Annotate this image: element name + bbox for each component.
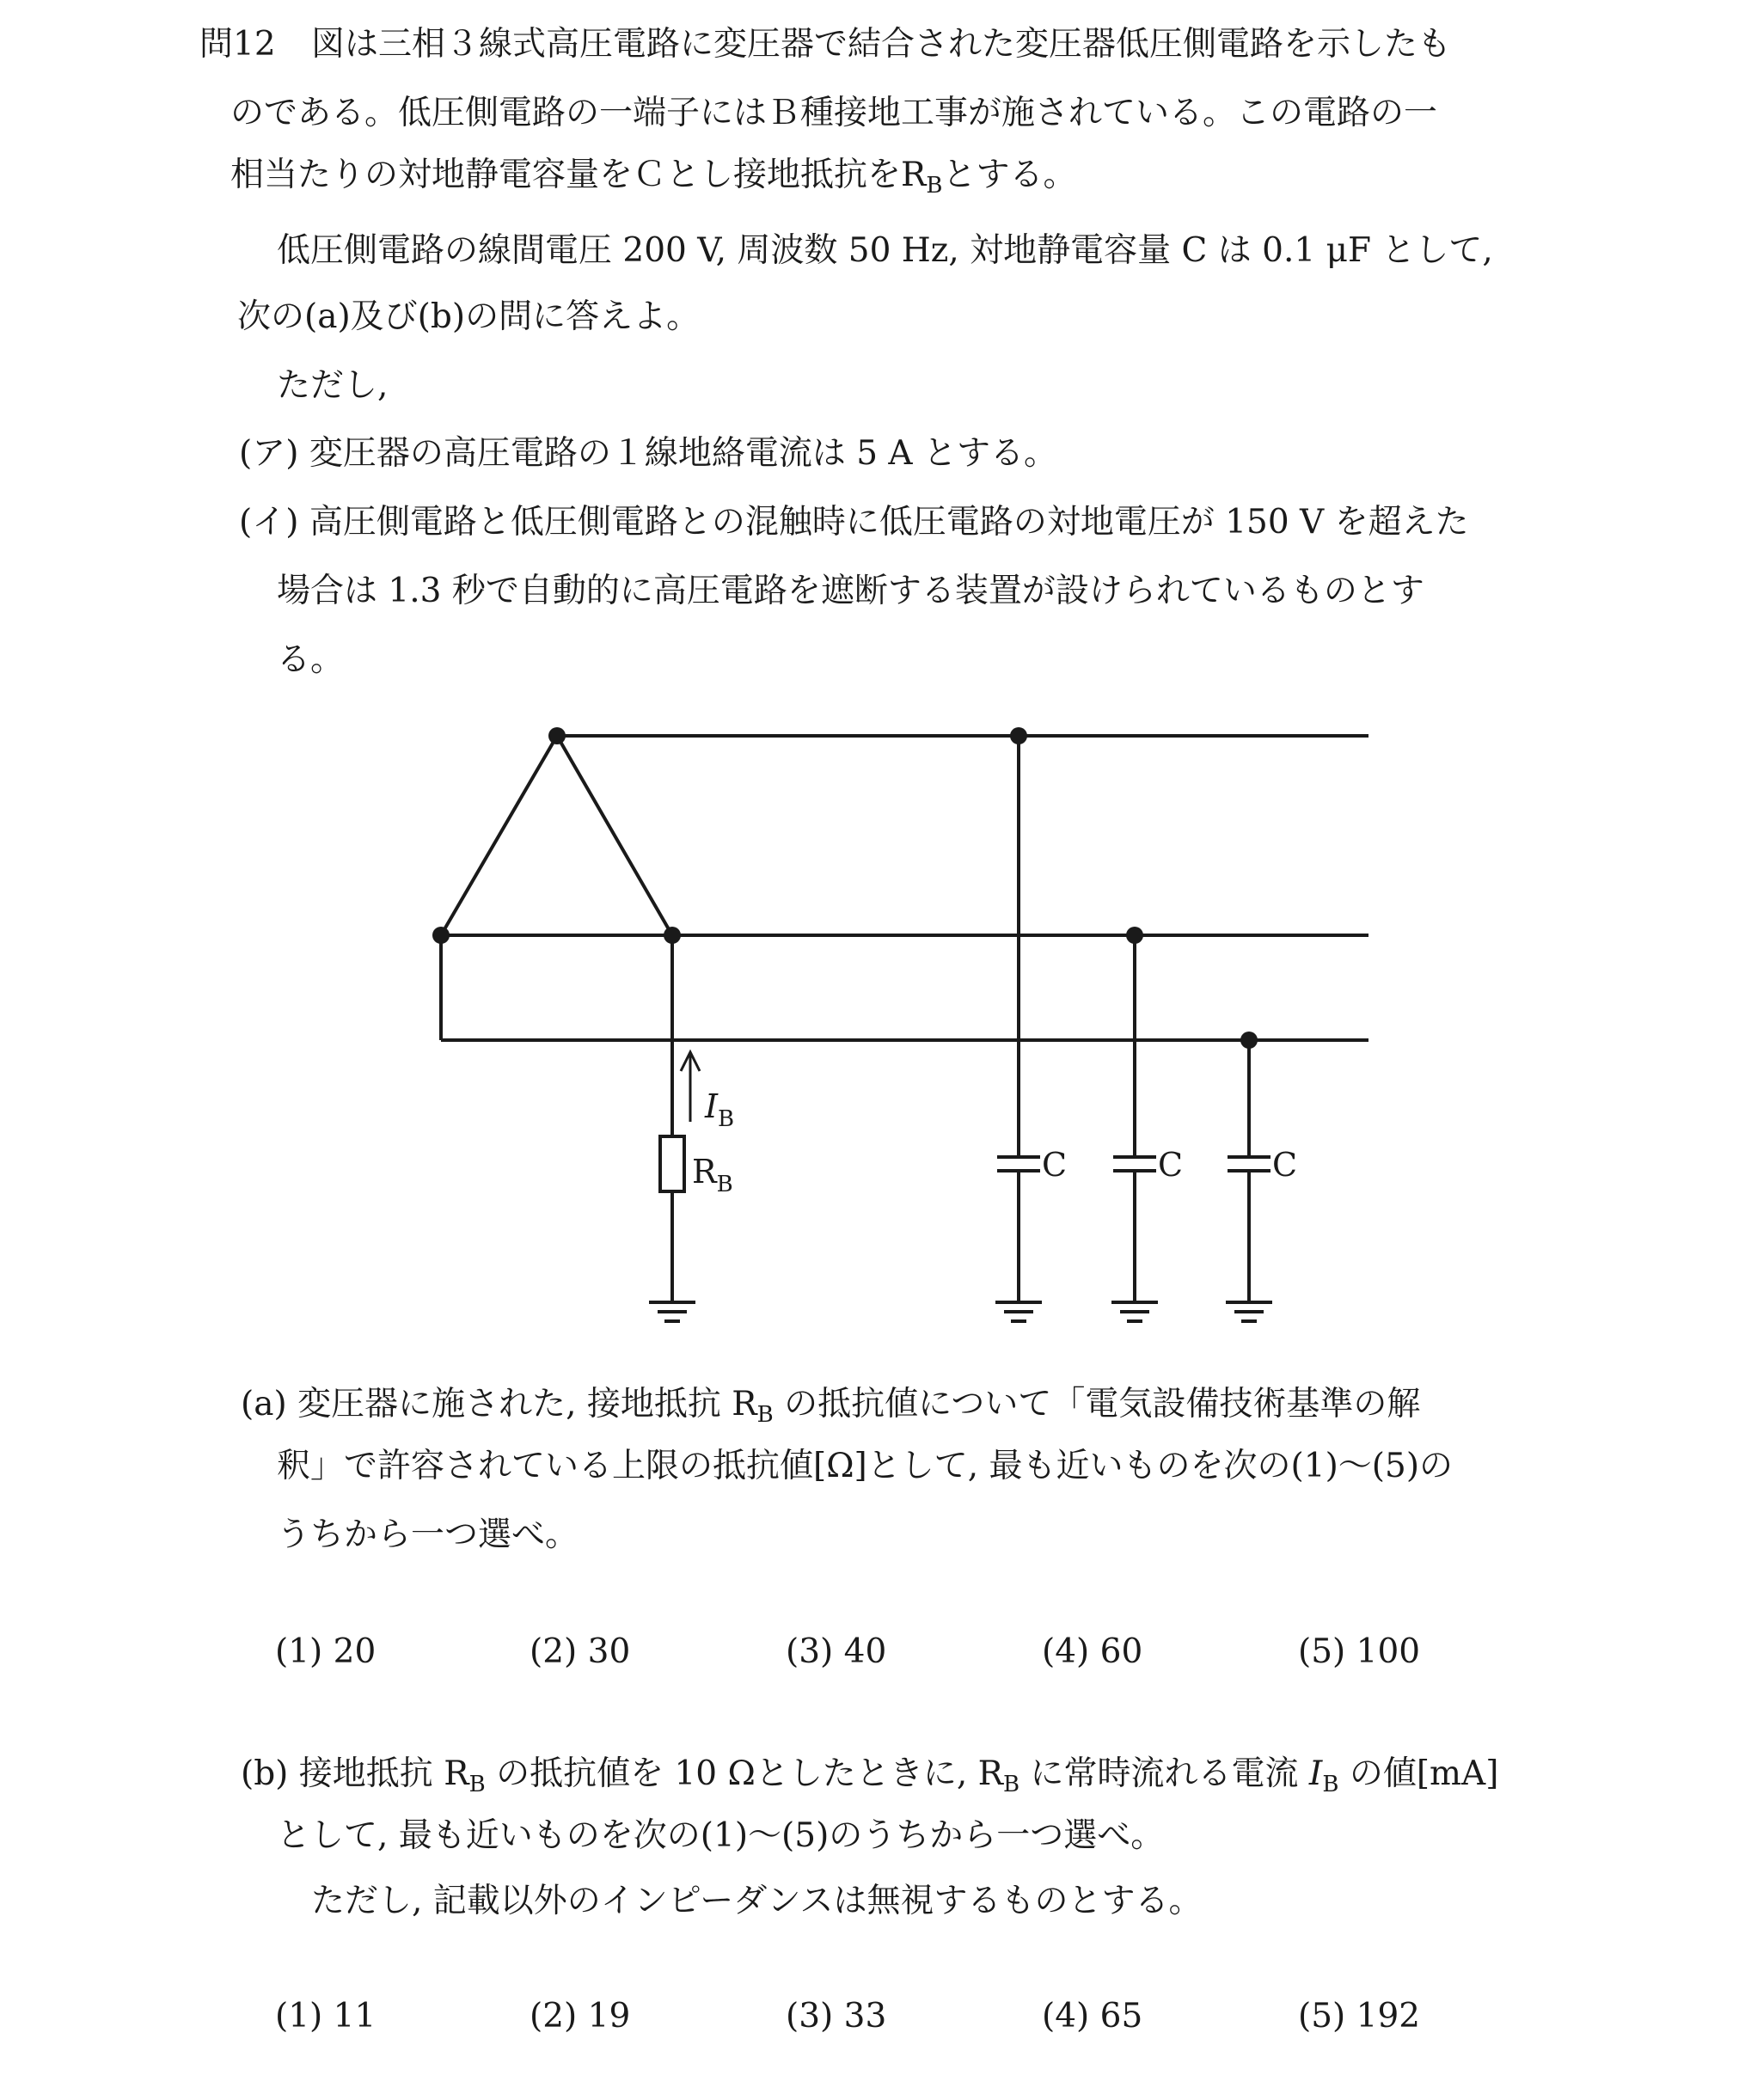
conditions-line-1: 低圧側電路の線間電圧 200 V, 周波数 50 Hz, 対地静電容量 C は 0.1 μF として, [277, 231, 1493, 270]
conditions-line-2: 次の(a)及び(b)の問に答えよ。 [237, 297, 701, 336]
delta-right-side [557, 736, 672, 935]
rb-symbol: R [977, 1754, 1004, 1793]
tadashi-label: ただし, [277, 366, 389, 405]
part-a-option-5[interactable]: (5) 100 [1298, 1632, 1421, 1671]
rb-subscript: B [756, 1402, 774, 1428]
condition-a: (ア) 変圧器の高圧電路の１線地絡電流は 5 A とする。 [239, 434, 1057, 473]
ib-subscript: B [1322, 1772, 1339, 1797]
part-a-line-1-pre: (a) 変圧器に施された, 接地抵抗 [241, 1385, 732, 1423]
part-b-line-1 [241, 1754, 1498, 1795]
ground-icon [1226, 1302, 1272, 1321]
part-b-line-2: として, 最も近いものを次の(1)～(5)のうちから一つ選べ。 [277, 1816, 1165, 1855]
ib-symbol: I [1308, 1754, 1323, 1793]
rb-resistor [660, 1136, 684, 1191]
part-a-option-4[interactable]: (4) 60 [1042, 1632, 1143, 1671]
part-b-option-1[interactable]: (1) 11 [275, 1997, 377, 2036]
part-a-option-2[interactable]: (2) 30 [530, 1632, 631, 1671]
rb-subscript: B [1003, 1772, 1020, 1797]
part-b-option-3[interactable]: (3) 33 [786, 1997, 887, 2036]
capacitor-label-2: C [1158, 1146, 1184, 1184]
ground-icon [649, 1302, 695, 1321]
condition-i-line-3: る。 [277, 640, 345, 679]
part-b-line-3: ただし, 記載以外のインピーダンスは無視するものとする。 [311, 1882, 1203, 1920]
question-text-line-3-post: とする。 [942, 156, 1077, 194]
rb-symbol: R [444, 1754, 469, 1793]
capacitor-label-3: C [1272, 1146, 1298, 1184]
part-a-line-3: うちから一つ選べ。 [277, 1515, 579, 1554]
rb-symbol: R [732, 1385, 757, 1423]
junction-dot [432, 927, 450, 944]
part-a-option-1[interactable]: (1) 20 [275, 1632, 377, 1671]
condition-i-line-1: (イ) 高圧側電路と低圧側電路との混触時に低圧電路の対地電圧が 150 V を超えた [239, 503, 1469, 542]
junction-dot [1010, 727, 1027, 744]
part-b-option-4[interactable]: (4) 65 [1042, 1997, 1143, 2036]
part-a-line-1 [241, 1384, 1421, 1428]
ground-icon [995, 1302, 1042, 1321]
part-a-option-3[interactable]: (3) 40 [786, 1632, 887, 1671]
condition-i-line-2: 場合は 1.3 秒で自動的に高圧電路を遮断する装置が設けられているものとす [277, 572, 1424, 610]
junction-dot [548, 727, 566, 744]
question-text-line-1: 図は三相３線式高圧電路に変圧器で結合された変圧器低圧側電路を示したも [311, 25, 1452, 64]
part-b-option-2[interactable]: (2) 19 [530, 1997, 631, 2036]
part-a-line-2: 釈」で許容されている上限の抵抗値[Ω]として, 最も近いものを次の(1)～(5)の [277, 1447, 1454, 1485]
part-b-line-1-post: の値[mA] [1338, 1754, 1499, 1793]
part-b-line-1-mid: の抵抗値を 10 Ωとしたときに, [485, 1754, 978, 1793]
current-label: $I_B$ [705, 1087, 735, 1132]
part-b-line-1-pre: (b) 接地抵抗 [241, 1754, 444, 1793]
capacitor-label-1: C [1042, 1146, 1068, 1184]
question-text-line-2: のである。低圧側電路の一端子にはＢ種接地工事が施されている。この電路の一 [230, 94, 1438, 132]
part-b-option-5[interactable]: (5) 192 [1298, 1997, 1421, 2036]
question-number: 問12 [199, 25, 276, 64]
junction-dot [664, 927, 681, 944]
part-b-line-1-mid2: に常時流れる電流 [1019, 1754, 1309, 1793]
junction-dot [1126, 927, 1143, 944]
ground-icon [1111, 1302, 1158, 1321]
question-text-line-3-pre: 相当たりの対地静電容量をＣとし接地抵抗を [230, 156, 902, 194]
delta-left-side [441, 736, 557, 935]
rb-subscript: B [926, 173, 943, 199]
rb-symbol: R [901, 156, 927, 194]
resistor-label: $R_B$ [692, 1153, 733, 1197]
part-a-line-1-post: の抵抗値について「電気設備技術基準の解 [773, 1385, 1421, 1423]
rb-subscript: B [468, 1772, 486, 1797]
junction-dot [1240, 1032, 1258, 1049]
